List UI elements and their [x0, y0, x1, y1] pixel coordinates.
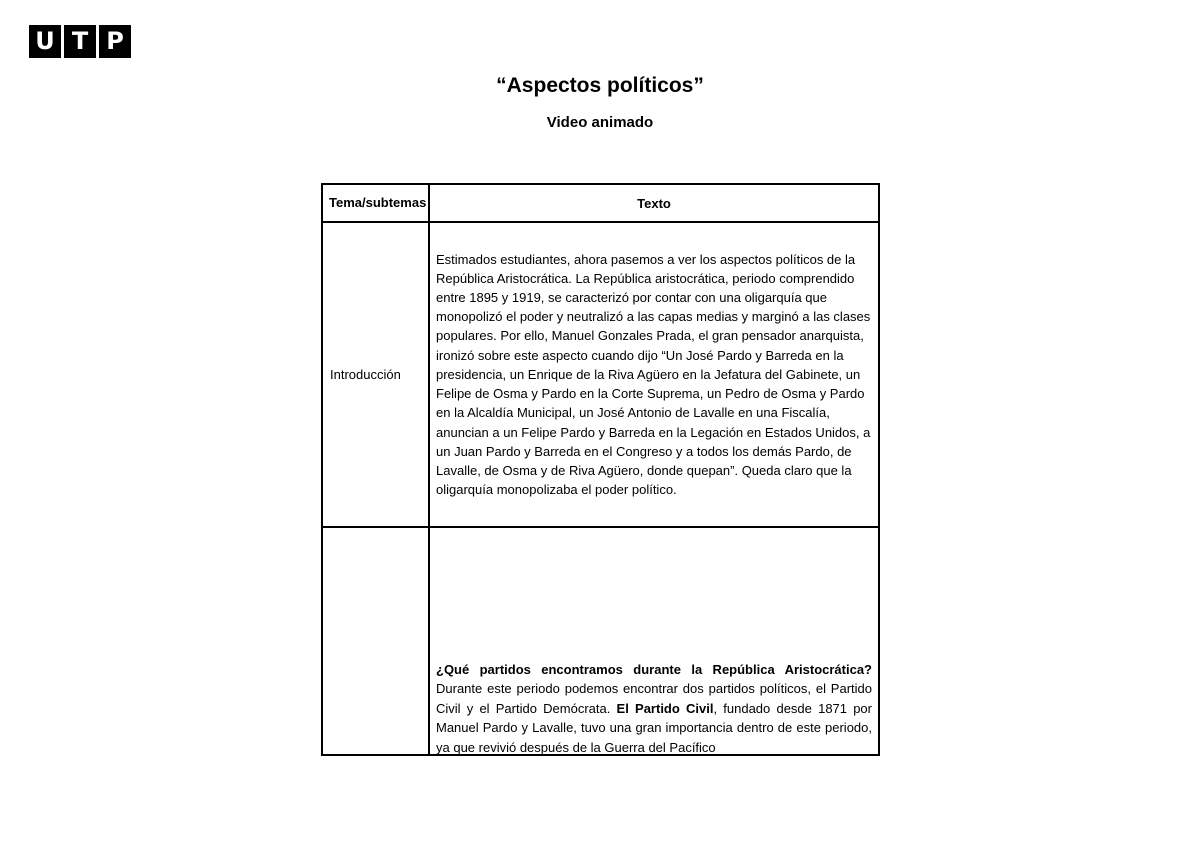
table-row	[322, 527, 879, 755]
table-row	[322, 222, 879, 527]
page-title: “Aspectos políticos”	[496, 74, 704, 97]
table-header-row	[322, 184, 879, 222]
parties-bold-b: El Partido Civil	[616, 700, 714, 716]
page-subtitle: Video animado	[546, 114, 654, 131]
header-topic-label: Tema/subtemas	[329, 195, 427, 210]
logo-letter-t: T	[64, 25, 96, 58]
topic-cell	[322, 527, 429, 755]
header-text: Texto	[429, 184, 879, 222]
parties-paragraph	[436, 660, 872, 754]
text-cell	[429, 222, 879, 527]
content-table	[321, 183, 880, 756]
logo-letter-u: U	[29, 25, 61, 58]
parties-text-c: , fundado desde 1871 por Manuel Pardo y Lavalle, tuvo una gran importancia dentro de este periodo, ya que revivió después de la Guerra del Pacífico	[436, 700, 872, 754]
topic-cell: Introducción	[322, 222, 429, 527]
header-topic	[322, 184, 429, 222]
utp-logo	[29, 25, 131, 58]
parties-text-a: Durante este periodo podemos encontrar dos partidos políticos, el Partido Civil y el Partido Demócrata.	[436, 681, 872, 716]
text-cell	[429, 527, 879, 755]
logo-letter-p: P	[99, 25, 131, 58]
intro-paragraph: Estimados estudiantes, ahora pasemos a ver los aspectos políticos de la República Aristocrática. La República aristocrática, periodo comprendido entre 1895 y 1919, se caracterizó por contar con una oligarquía que monopolizó el poder y neutralizó a las capas medias y marginó a las clases populares. Por ello, Manuel Gonzales Prada, el gran pensador anarquista, ironizó sobre este aspecto cuando dijo “Un José Pardo y Barreda en la presidencia, un Enrique de la Riva Agüero en la Jefatura del Gabinete, un Felipe de Osma y Pardo en la Corte Suprema, un Pedro de Osma y Pardo en la Alcaldía Municipal, un José Antonio de Lavalle en una Fiscalía, anuncian a un Felipe Pardo y Barreda en la Legación en Estados Unidos, a un Juan Pardo y Barreda en el Congreso y a todos los demás Pardo, de Lavalle, de Osma y de Riva Agüero, donde quepan”. Queda claro que la oligarquía monopolizaba el poder político.	[436, 251, 871, 498]
parties-question: ¿Qué partidos encontramos durante la República Aristocrática?	[436, 662, 872, 677]
